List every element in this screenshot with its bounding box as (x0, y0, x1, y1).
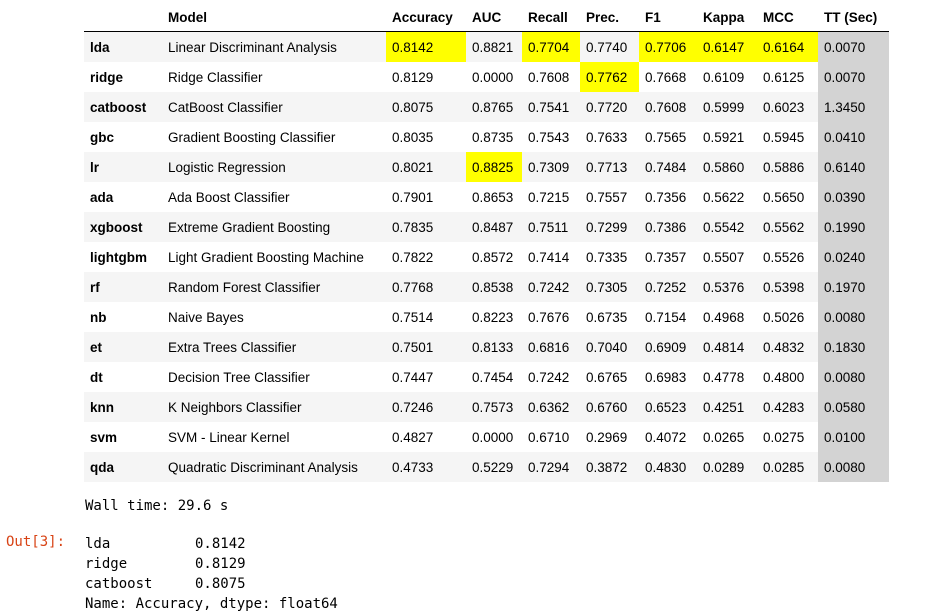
table-row (84, 212, 889, 242)
cell-tt: 0.1830 (818, 332, 889, 362)
table-body (84, 32, 889, 483)
cell-idx: dt (90, 369, 103, 385)
cell-auc: 0.8735 (472, 129, 514, 145)
cell-kappa: 0.6147 (697, 32, 757, 63)
cell-kappa: 0.5622 (703, 189, 745, 205)
cell-tt: 0.0240 (818, 242, 889, 272)
cell-accuracy: 0.7447 (392, 369, 434, 385)
cell-prec: 0.7762 (580, 62, 639, 92)
cell-f1: 0.4830 (639, 452, 697, 482)
cell-recall: 0.7294 (522, 452, 580, 482)
cell-recall: 0.7309 (522, 152, 580, 182)
cell-kappa: 0.4968 (703, 309, 745, 325)
cell-accuracy: 0.7901 (392, 189, 434, 205)
cell-mcc: 0.5650 (763, 189, 805, 205)
output-key: lda (85, 536, 111, 552)
output-key: ridge (85, 556, 128, 572)
cell-auc: 0.8538 (466, 272, 522, 302)
cell-recall: 0.7676 (528, 309, 570, 325)
cell-recall: 0.7511 (522, 212, 580, 242)
cell-auc: 0.0000 (472, 429, 514, 445)
cell-f1: 0.7154 (645, 309, 687, 325)
cell-recall: 0.6816 (522, 332, 580, 362)
table-row (84, 392, 889, 422)
table-row (84, 422, 889, 452)
wall-time-text: Wall time: 29.6 s (85, 498, 229, 514)
cell-tt: 0.6140 (818, 152, 889, 182)
cell-auc: 0.8133 (466, 332, 522, 362)
cell-accuracy: 0.7514 (392, 309, 434, 325)
cell-mcc: 0.6023 (757, 92, 818, 122)
kappa-header: Kappa (697, 3, 757, 32)
cell-f1: 0.7357 (645, 249, 687, 265)
table-row (84, 302, 889, 332)
cell-prec: 0.7299 (580, 212, 639, 242)
cell-model: Quadratic Discriminant Analysis (162, 452, 386, 482)
cell-tt: 0.0070 (818, 32, 889, 63)
cell-kappa: 0.5542 (697, 212, 757, 242)
cell-model: Gradient Boosting Classifier (168, 129, 336, 145)
cell-recall: 0.7608 (528, 69, 570, 85)
cell-auc: 0.7454 (472, 369, 514, 385)
output-series (85, 534, 338, 614)
cell-model: Random Forest Classifier (162, 272, 386, 302)
cell-mcc: 0.5562 (757, 212, 818, 242)
cell-prec: 0.7305 (580, 272, 639, 302)
output-line (85, 534, 338, 554)
cell-recall: 0.6710 (528, 429, 570, 445)
cell-accuracy: 0.7246 (386, 392, 466, 422)
cell-recall: 0.7242 (522, 272, 580, 302)
cell-tt: 0.0100 (818, 422, 889, 452)
recall-header: Recall (522, 3, 580, 32)
model-comparison-table (84, 3, 889, 482)
cell-kappa: 0.6109 (703, 69, 745, 85)
cell-model: K Neighbors Classifier (162, 392, 386, 422)
cell-tt: 1.3450 (818, 92, 889, 122)
cell-mcc: 0.6164 (757, 32, 818, 63)
cell-model: Light Gradient Boosting Machine (168, 249, 364, 265)
output-prompt: Out[3]: (6, 534, 66, 550)
mcc-header: MCC (757, 3, 818, 32)
cell-model: SVM - Linear Kernel (168, 429, 290, 445)
cell-prec: 0.6765 (586, 369, 628, 385)
cell-auc: 0.0000 (472, 69, 514, 85)
cell-accuracy: 0.7835 (386, 212, 466, 242)
cell-idx: lightgbm (90, 249, 147, 265)
cell-f1: 0.7565 (645, 129, 687, 145)
cell-prec: 0.3872 (580, 452, 639, 482)
cell-accuracy: 0.8142 (386, 32, 466, 63)
cell-tt: 0.0410 (818, 122, 889, 152)
cell-recall: 0.7242 (528, 369, 570, 385)
cell-model: Decision Tree Classifier (168, 369, 310, 385)
tt-header: TT (Sec) (818, 3, 889, 32)
table-row (84, 362, 889, 392)
cell-idx: knn (84, 392, 162, 422)
cell-idx: catboost (84, 92, 162, 122)
cell-model: Extreme Gradient Boosting (162, 212, 386, 242)
cell-auc: 0.8821 (466, 32, 522, 63)
cell-accuracy: 0.8021 (386, 152, 466, 182)
cell-prec: 0.6760 (580, 392, 639, 422)
cell-recall: 0.7541 (522, 92, 580, 122)
cell-idx: ridge (90, 69, 124, 85)
cell-mcc: 0.0285 (757, 452, 818, 482)
table-row (84, 92, 889, 122)
cell-accuracy: 0.7822 (392, 249, 434, 265)
table-row (84, 272, 889, 302)
cell-tt: 0.0080 (818, 302, 889, 332)
cell-tt: 0.0080 (818, 362, 889, 392)
cell-prec: 0.7557 (586, 189, 628, 205)
cell-kappa: 0.5860 (697, 152, 757, 182)
cell-idx: et (84, 332, 162, 362)
cell-model: Extra Trees Classifier (162, 332, 386, 362)
cell-mcc: 0.5026 (763, 309, 805, 325)
cell-tt: 0.1990 (818, 212, 889, 242)
cell-idx: lr (84, 152, 162, 182)
cell-tt: 0.1970 (818, 272, 889, 302)
cell-f1: 0.7668 (645, 69, 687, 85)
cell-recall: 0.6362 (522, 392, 580, 422)
table-header-row (84, 3, 889, 32)
table-row (84, 242, 889, 272)
table-row (84, 452, 889, 482)
cell-idx: xgboost (84, 212, 162, 242)
cell-mcc: 0.5526 (763, 249, 805, 265)
cell-idx: svm (90, 429, 118, 445)
cell-auc: 0.8572 (472, 249, 514, 265)
cell-f1: 0.6523 (639, 392, 697, 422)
cell-mcc: 0.5945 (763, 129, 805, 145)
cell-f1: 0.7608 (639, 92, 697, 122)
cell-mcc: 0.0275 (763, 429, 805, 445)
cell-idx: ada (90, 189, 114, 205)
cell-prec: 0.7040 (580, 332, 639, 362)
cell-recall: 0.7414 (528, 249, 570, 265)
cell-tt: 0.0070 (818, 62, 889, 92)
cell-auc: 0.8765 (466, 92, 522, 122)
table-row (84, 182, 889, 212)
cell-kappa: 0.4251 (697, 392, 757, 422)
cell-mcc: 0.4832 (757, 332, 818, 362)
cell-f1: 0.4072 (645, 429, 687, 445)
cell-kappa: 0.0265 (703, 429, 745, 445)
cell-f1: 0.7386 (639, 212, 697, 242)
cell-kappa: 0.5507 (703, 249, 745, 265)
cell-f1: 0.6983 (645, 369, 687, 385)
cell-prec: 0.7720 (580, 92, 639, 122)
cell-auc: 0.7573 (466, 392, 522, 422)
cell-tt: 0.0390 (818, 182, 889, 212)
cell-model: Logistic Regression (162, 152, 386, 182)
output-footer: Name: Accuracy, dtype: float64 (85, 596, 338, 612)
cell-tt: 0.0080 (818, 452, 889, 482)
output-value: 0.8075 (195, 576, 246, 592)
cell-idx: rf (84, 272, 162, 302)
cell-mcc: 0.6125 (763, 69, 805, 85)
cell-accuracy: 0.8035 (392, 129, 434, 145)
cell-kappa: 0.5921 (703, 129, 745, 145)
cell-model: Linear Discriminant Analysis (162, 32, 386, 63)
cell-mcc: 0.5886 (757, 152, 818, 182)
output-value: 0.8129 (195, 556, 246, 572)
cell-prec: 0.2969 (586, 429, 628, 445)
cell-model: CatBoost Classifier (162, 92, 386, 122)
cell-f1: 0.7706 (639, 32, 697, 63)
cell-auc: 0.8223 (472, 309, 514, 325)
cell-idx: nb (90, 309, 107, 325)
auc-header: AUC (466, 3, 522, 32)
table-row (84, 332, 889, 362)
cell-accuracy: 0.8075 (386, 92, 466, 122)
table-row (84, 62, 889, 92)
cell-recall: 0.7215 (528, 189, 570, 205)
cell-accuracy: 0.7768 (386, 272, 466, 302)
cell-idx: gbc (90, 129, 115, 145)
cell-idx: lda (84, 32, 162, 63)
accuracy-header: Accuracy (386, 3, 466, 32)
cell-accuracy: 0.8129 (392, 69, 434, 85)
model-header: Model (162, 3, 386, 32)
cell-accuracy: 0.7501 (386, 332, 466, 362)
cell-prec: 0.7633 (586, 129, 628, 145)
cell-accuracy: 0.4733 (386, 452, 466, 482)
cell-prec: 0.7740 (580, 32, 639, 63)
cell-model: Ridge Classifier (168, 69, 263, 85)
cell-f1: 0.7484 (639, 152, 697, 182)
cell-model: Ada Boost Classifier (168, 189, 290, 205)
cell-model: Naive Bayes (168, 309, 244, 325)
cell-prec: 0.6735 (586, 309, 628, 325)
f1-header: F1 (639, 3, 697, 32)
cell-idx: qda (84, 452, 162, 482)
table-row (84, 32, 889, 63)
table-row (84, 152, 889, 182)
cell-f1: 0.7252 (639, 272, 697, 302)
cell-mcc: 0.4283 (757, 392, 818, 422)
cell-mcc: 0.5398 (757, 272, 818, 302)
output-value: 0.8142 (195, 536, 246, 552)
cell-tt: 0.0580 (818, 392, 889, 422)
table-row (84, 122, 889, 152)
output-line (85, 574, 338, 594)
cell-recall: 0.7704 (522, 32, 580, 63)
cell-accuracy: 0.4827 (392, 429, 434, 445)
cell-kappa: 0.0289 (697, 452, 757, 482)
cell-kappa: 0.5376 (697, 272, 757, 302)
cell-auc: 0.8487 (466, 212, 522, 242)
cell-prec: 0.7335 (586, 249, 628, 265)
cell-prec: 0.7713 (580, 152, 639, 182)
index-header (84, 3, 162, 32)
cell-f1: 0.6909 (639, 332, 697, 362)
cell-kappa: 0.5999 (697, 92, 757, 122)
cell-kappa: 0.4778 (703, 369, 745, 385)
prec-header: Prec. (580, 3, 639, 32)
cell-auc: 0.5229 (466, 452, 522, 482)
cell-recall: 0.7543 (528, 129, 570, 145)
cell-auc: 0.8825 (466, 152, 522, 182)
cell-kappa: 0.4814 (697, 332, 757, 362)
cell-mcc: 0.4800 (763, 369, 805, 385)
output-key: catboost (85, 576, 153, 592)
output-line (85, 554, 338, 574)
cell-auc: 0.8653 (472, 189, 514, 205)
cell-f1: 0.7356 (645, 189, 687, 205)
